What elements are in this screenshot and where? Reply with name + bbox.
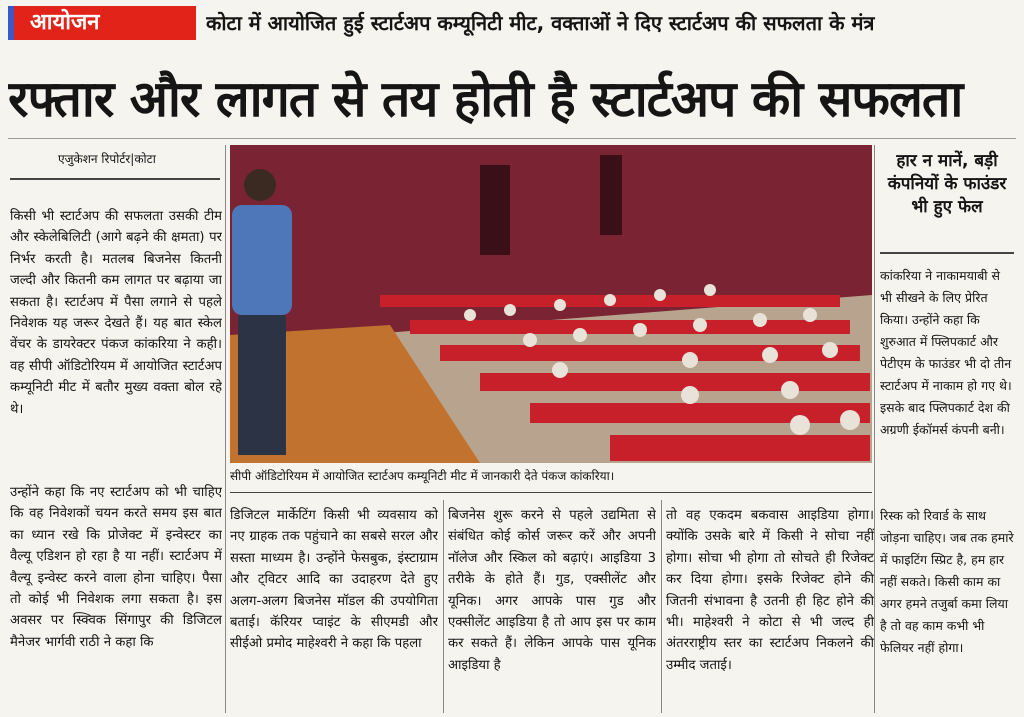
article-column-4: तो वह एकदम बकवास आइडिया होगा। क्योंकि उसके बारे में किसी ने सोचा नहीं होगा। सोचा भी होगा तो सोचते ही रिजेक्ट कर दिया होगा। इसके रिजेक्ट होने की जितनी संभावना है उतनी ही हिट होने की भी। माहेश्वरी ने कोटा से भी जल्द ही अंतरराष्ट्रीय स्तर का स्टार्टअप निकलने की उम्मीद जताई। — [666, 508, 874, 673]
main-headline: रफ्तार और लागत से तय होती है स्टार्टअप की सफलता — [8, 70, 963, 128]
photo-caption: सीपी ऑडिटोरियम में आयोजित स्टार्टअप कम्यूनिटी मीट में जानकारी देते पंकज कांकरिया। — [230, 469, 615, 483]
kicker-headline: कोटा में आयोजित हुई स्टार्टअप कम्यूनिटी मीट, वक्ताओं ने दिए स्टार्टअप की सफलता के मंत्र — [206, 11, 875, 35]
photo-image — [230, 145, 872, 463]
article-column-2: डिजिटल मार्केटिंग किसी भी व्यवसाय को नए ग्राहक तक पहुंचाने का सबसे सरल और सस्ता माध्यम है। उन्होंने फेसबुक, इंस्टाग्राम और ट्विटर आदि का उदाहरण देते हुए अलग-अलग बिजनेस मॉडल की उपयोगिता बताई। कॅरियर प्वाइंट के सीएमडी और सीईओ प्रमोद माहेश्वरी ने कहा कि पहला — [230, 508, 438, 652]
side-headline-divider — [880, 252, 1014, 254]
article-column-1-top: किसी भी स्टार्टअप की सफलता उसकी टीम और स्केलेबिलिटी (आगे बढ़ने की क्षमता) पर निर्भर करती है। मतलब बिजनेस कितनी जल्दी और कितनी कम लागत पर बढ़ाया जा सकता है। स्टार्टअप में पैसा लगाने से पहले निवेशक यह जरूर देखते हैं। यह बात स्केल वेंचर के डायरेक्टर पंकज कांकरिया ने कही। वह सीपी ऑडिटोरियम में आयोजित स्टार्टअप कम्यूनिटी मीट में बतौर मुख्य वक्ता बोल रहे थे। — [10, 209, 222, 417]
byline-divider — [10, 178, 220, 180]
column-divider — [443, 500, 444, 713]
auditorium-photo — [230, 145, 872, 463]
column-divider — [661, 500, 662, 713]
byline: एजुकेशन रिपोर्टर|कोटा — [58, 152, 156, 166]
article-column-1-bottom: उन्होंने कहा कि नए स्टार्टअप को भी चाहिए कि वह निवेशकों चयन करते समय इस बात का ध्यान रखे कि प्रोजेक्ट में इन्वेस्टर का वैल्यू एडिशन हो रहा है या नहीं। स्टार्टअप में वैल्यू इन्वेस्ट करने वाला होना चाहिए। पैसा तो कोई भी निवेशक लगा सकता है। इस अवसर पर स्क्विक सिंगापुर की डिजिटल मैनेजर भार्गवी राठी ने कहा कि — [10, 485, 222, 650]
side-headline: हार न मानें, बड़ी कंपनियों के फाउंडर भी हुए फेल — [887, 151, 1007, 217]
article-column-3: बिजनेस शुरू करने से पहले उद्यमिता से संबंधित कोई कोर्स जरूर करें और अपनी नॉलेज और स्किल को बढ़ाएं। आइडिया 3 तरीके के होते हैं। गुड, एक्सीलेंट और यूनिक। अगर आपके पास गुड और एक्सीलेंट आइडिया है तो आप इस पर काम कर सकते हैं। लेकिन आपके पास यूनिक आइडिया है — [448, 508, 656, 673]
article-column-5-top: कांकरिया ने नाकामयाबी से भी सीखने के लिए प्रेरित किया। उन्होंने कहा कि शुरुआत में फ्लिपकार्ट और पेटीएम के फाउंडर भी दो तीन स्टार्टअप में नाकाम हो गए थे। इसके बाद फ्लिपकार्ट देश की अग्रणी ईकॉमर्स कंपनी बनी। — [880, 268, 1012, 437]
column-divider — [874, 145, 875, 713]
caption-divider — [230, 492, 872, 493]
section-tag: आयोजन — [8, 6, 196, 40]
headline-divider — [8, 138, 1016, 139]
article-column-5-bottom: रिस्क को रिवार्ड के साथ जोड़ना चाहिए। जब तक हमारे में फाइटिंग स्प्रिट है, हम हार नहीं सकते। किसी काम का अगर हमने तजुर्बा कमा लिया है तो वह काम कभी भी फेलियर नहीं होगा। — [880, 508, 1014, 655]
column-divider — [225, 145, 226, 713]
section-tag-accent — [8, 6, 14, 40]
